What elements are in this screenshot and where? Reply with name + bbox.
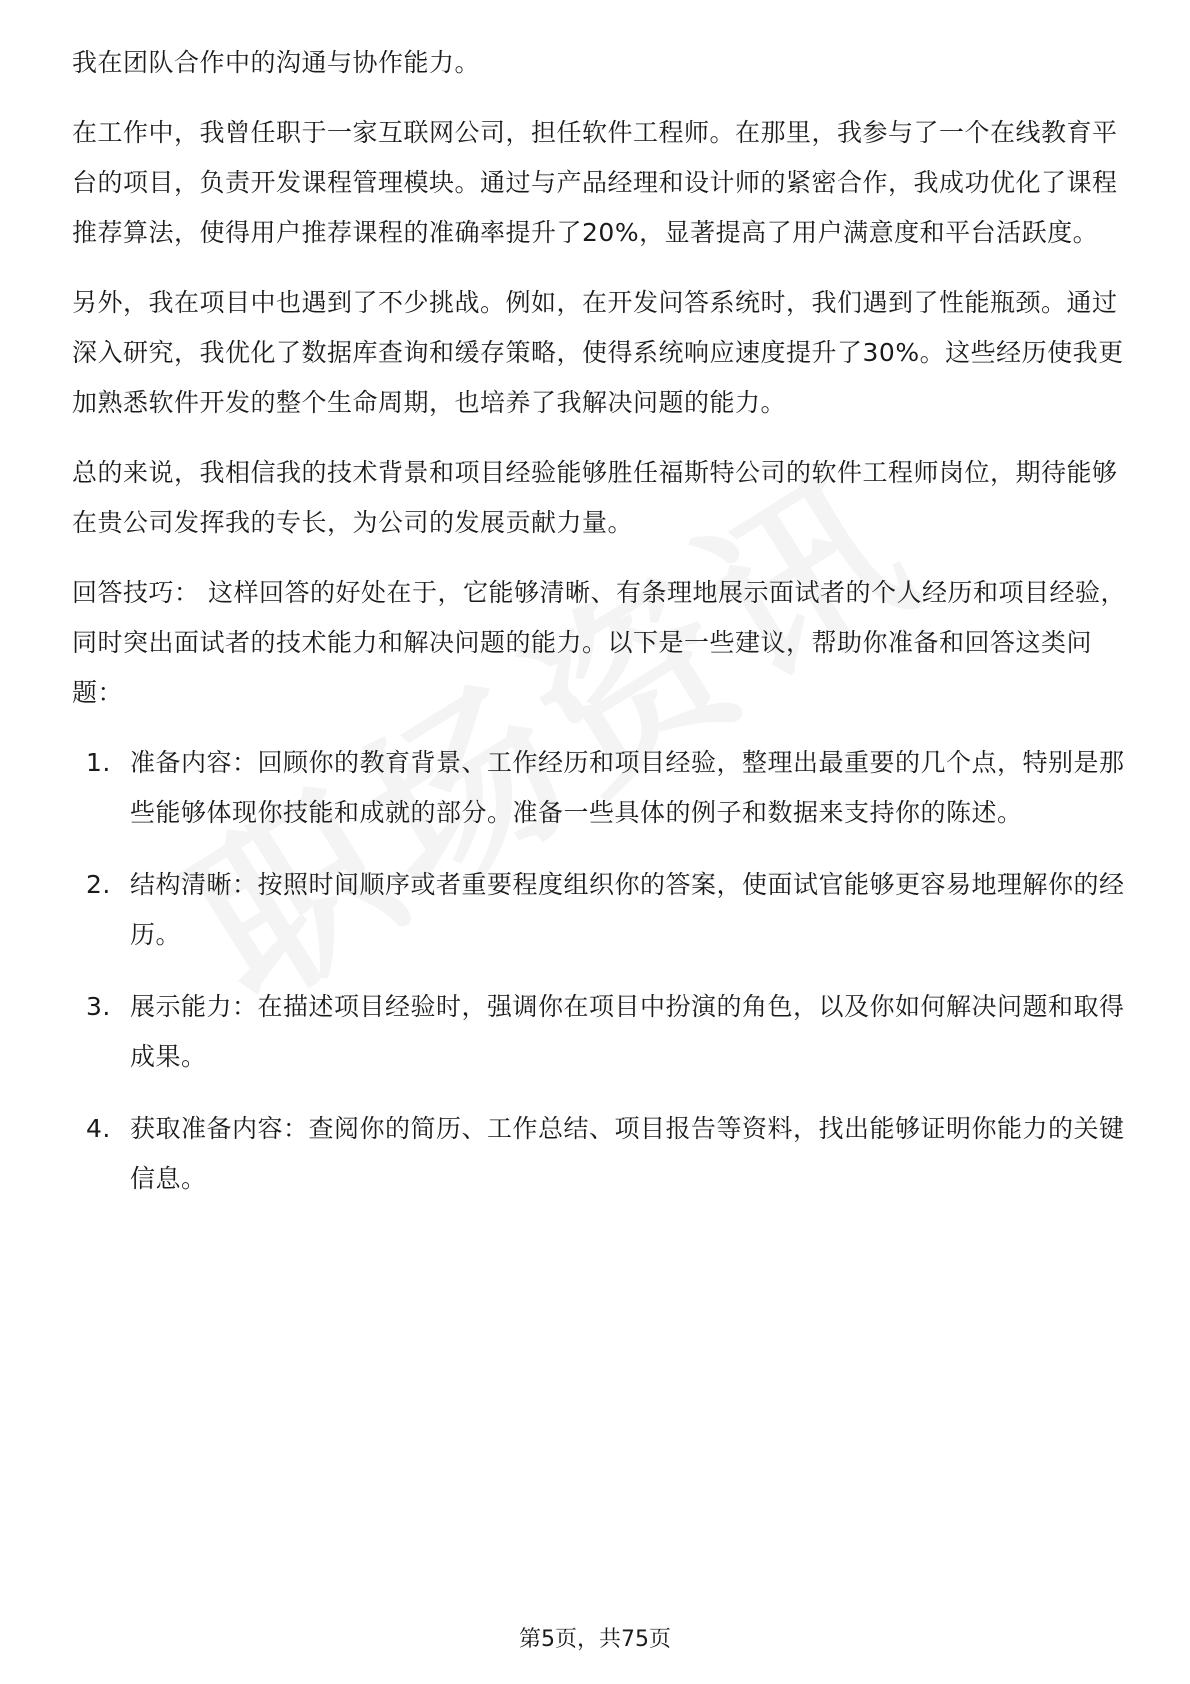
list-text: 准备内容：回顾你的教育背景、工作经历和项目经验，整理出最重要的几个点，特别是那些能够体现你技能和成就的部分。准备一些具体的例子和数据来支持你的陈述。	[130, 748, 1125, 827]
list-item	[72, 1104, 1132, 1204]
list-text: 获取准备内容：查阅你的简历、工作总结、项目报告等资料，找出能够证明你能力的关键信息。	[130, 1114, 1125, 1193]
list-text: 展示能力：在描述项目经验时，强调你在项目中扮演的角色，以及你如何解决问题和取得成果。	[130, 992, 1125, 1071]
list-number: 3.	[86, 992, 111, 1021]
list-item	[72, 738, 1132, 838]
tips-list	[72, 738, 1132, 1204]
list-item	[72, 860, 1132, 960]
paragraph: 我在团队合作中的沟通与协作能力。	[72, 48, 481, 77]
paragraph: 另外，我在项目中也遇到了不少挑战。例如，在开发问答系统时，我们遇到了性能瓶颈。通过深入研究，我优化了数据库查询和缓存策略，使得系统响应速度提升了30%。这些经历使我更加熟悉软件开发的整个生命周期，也培养了我解决问题的能力。	[72, 288, 1124, 417]
list-number: 2.	[86, 870, 111, 899]
list-number: 1.	[86, 748, 111, 777]
document-body	[72, 38, 1132, 1226]
list-number: 4.	[86, 1114, 111, 1143]
paragraph: 总的来说，我相信我的技术背景和项目经验能够胜任福斯特公司的软件工程师岗位，期待能够在贵公司发挥我的专长，为公司的发展贡献力量。	[72, 458, 1118, 537]
list-item	[72, 982, 1132, 1082]
paragraph: 回答技巧： 这样回答的好处在于，它能够清晰、有条理地展示面试者的个人经历和项目经验，同时突出面试者的技术能力和解决问题的能力。以下是一些建议，帮助你准备和回答这类问题：	[72, 578, 1126, 707]
paragraph: 在工作中，我曾任职于一家互联网公司，担任软件工程师。在那里，我参与了一个在线教育平台的项目，负责开发课程管理模块。通过与产品经理和设计师的紧密合作，我成功优化了课程推荐算法，使得用户推荐课程的准确率提升了20%，显著提高了用户满意度和平台活跃度。	[72, 118, 1118, 247]
list-text: 结构清晰：按照时间顺序或者重要程度组织你的答案，使面试官能够更容易地理解你的经历。	[130, 870, 1125, 949]
page-number: 第5页，共75页	[519, 1627, 671, 1652]
